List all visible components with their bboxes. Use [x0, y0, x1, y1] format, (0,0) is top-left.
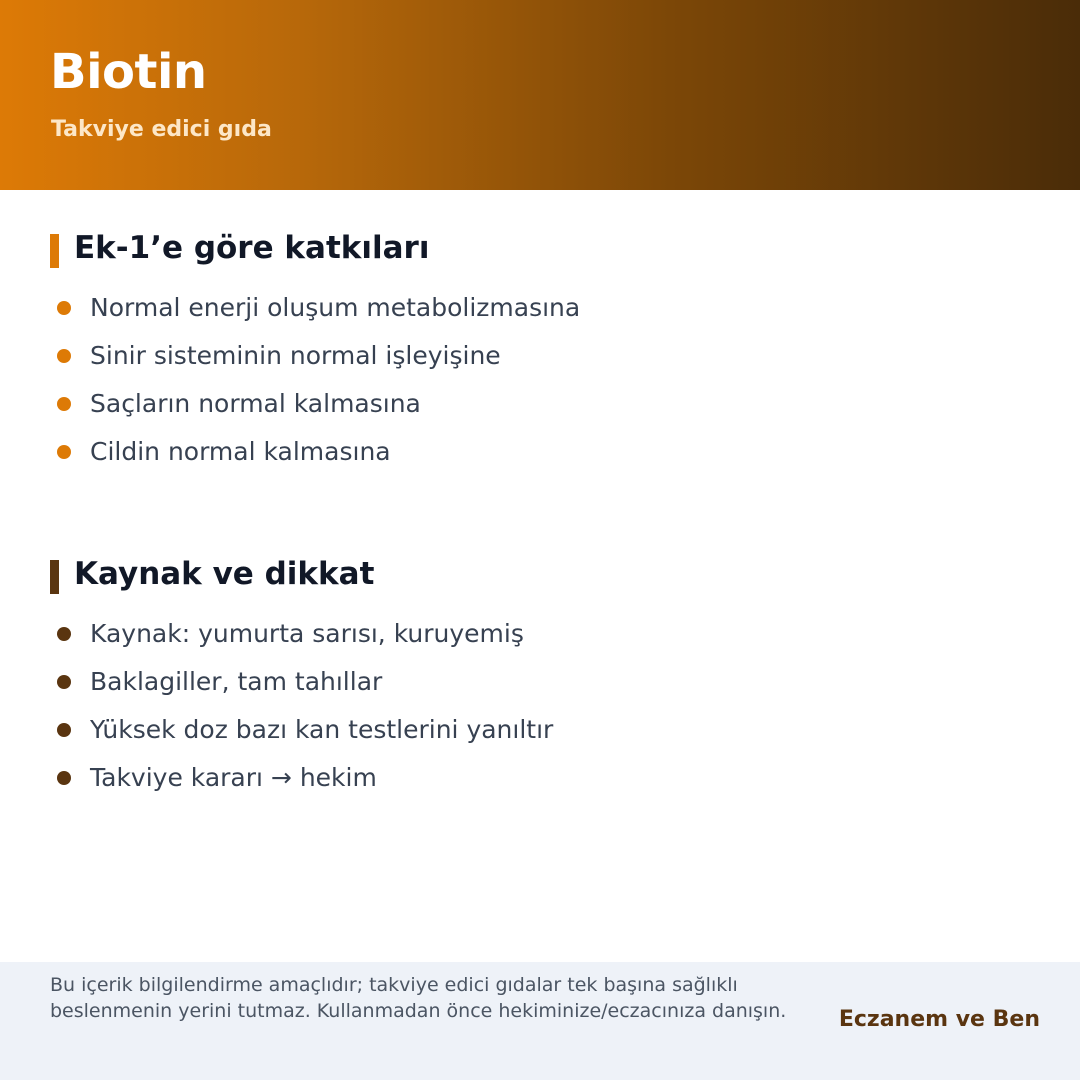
list-item-text: Takviye kararı → hekim [90, 763, 377, 792]
page-subtitle: Takviye edici gıda [51, 117, 272, 142]
bullet-dot-icon [57, 445, 71, 459]
sources-list [50, 610, 1030, 802]
brand-name: Eczanem ve Ben [838, 1007, 1040, 1032]
list-item [50, 332, 1030, 380]
list-item [50, 610, 1030, 658]
section-title: Kaynak ve dikkat [74, 556, 375, 592]
list-item-text: Baklagiller, tam tahıllar [90, 667, 383, 696]
list-item [50, 380, 1030, 428]
bullet-dot-icon [57, 397, 71, 411]
list-item-text: Kaynak: yumurta sarısı, kuruyemiş [90, 619, 524, 648]
bullet-dot-icon [57, 675, 71, 689]
section-sources-caution [50, 556, 1030, 802]
list-item-text: Cildin normal kalmasına [90, 437, 391, 466]
list-item-text: Sinir sisteminin normal işleyişine [90, 341, 501, 370]
section-title: Ek-1’e göre katkıları [74, 230, 430, 266]
contributions-list [50, 284, 1030, 476]
section-contributions [50, 230, 1030, 476]
section-header [50, 230, 1030, 274]
list-item [50, 658, 1030, 706]
section-accent-bar [50, 234, 59, 268]
list-item [50, 706, 1030, 754]
list-item [50, 428, 1030, 476]
bullet-dot-icon [57, 349, 71, 363]
disclaimer-text: Bu içerik bilgilendirme amaçlıdır; takviye edici gıdalar tek başına sağlıklı beslenmenin yerini tutmaz. Kullanmadan önce hekiminize/eczacınıza danışın. [50, 974, 787, 1022]
bullet-dot-icon [57, 723, 71, 737]
list-item-text: Yüksek doz bazı kan testlerini yanıltır [90, 715, 554, 744]
list-item [50, 754, 1030, 802]
header-banner [0, 0, 1080, 190]
page-title: Biotin [50, 44, 207, 100]
bullet-dot-icon [57, 301, 71, 315]
list-item-text: Saçların normal kalmasına [90, 389, 421, 418]
bullet-dot-icon [57, 627, 71, 641]
section-header [50, 556, 1030, 600]
list-item-text: Normal enerji oluşum metabolizmasına [90, 293, 581, 322]
section-accent-bar [50, 560, 59, 594]
bullet-dot-icon [57, 771, 71, 785]
list-item [50, 284, 1030, 332]
footer [0, 962, 1080, 1080]
